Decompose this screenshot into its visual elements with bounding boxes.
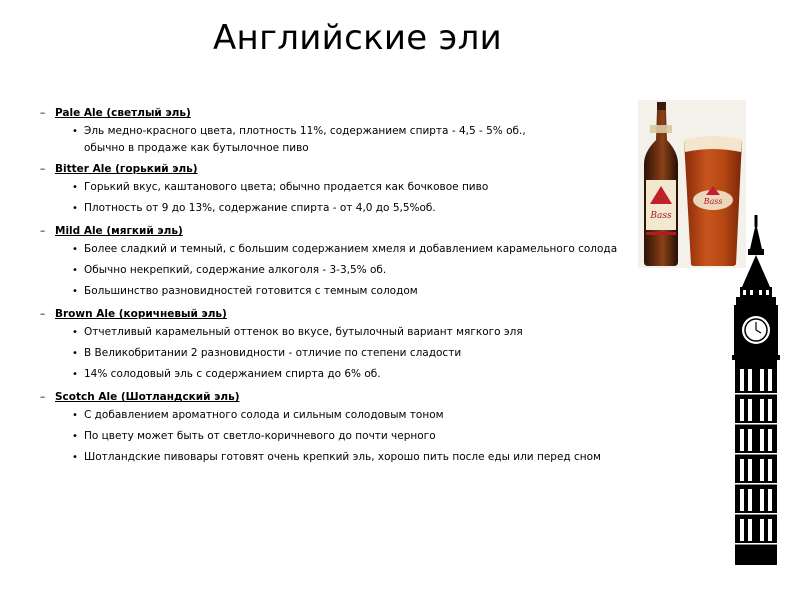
ale-list (38, 103, 638, 470)
section-heading (38, 221, 638, 241)
section-heading (38, 159, 638, 179)
list-item (38, 283, 638, 300)
section-heading-label: Scotch Ale (Шотландский эль) (55, 391, 240, 403)
bullet-icon: • (72, 431, 78, 442)
bullet-icon: • (72, 244, 78, 255)
section-bitter-ale (38, 159, 638, 217)
list-item-text: Отчетливый карамельный оттенок во вкусе, бутылочный вариант мягкого эля (84, 326, 523, 338)
bullet-icon: • (72, 410, 78, 421)
section-pale-ale (38, 103, 638, 157)
section-heading-label: Bitter Ale (горький эль) (55, 163, 198, 175)
list-item (38, 123, 638, 157)
bullet-icon: • (72, 286, 78, 297)
bullet-icon: • (72, 369, 78, 380)
list-item-text: Горький вкус, каштанового цвета; обычно продается как бочковое пиво (84, 181, 489, 193)
list-item-text: В Великобритании 2 разновидности - отличие по степени сладости (84, 347, 462, 359)
bullet-icon: • (72, 327, 78, 338)
section-heading-label: Mild Ale (мягкий эль) (55, 225, 183, 237)
dash-marker: – (40, 391, 46, 403)
dash-marker: – (40, 308, 46, 320)
list-item-text: По цвету может быть от светло-коричневого до почти черного (84, 430, 436, 442)
big-ben-tower-image (728, 215, 784, 569)
big-ben-icon (728, 215, 784, 565)
list-item (38, 366, 638, 383)
section-heading (38, 103, 638, 123)
dash-marker: – (40, 107, 46, 119)
list-item (38, 428, 638, 445)
bullet-icon: • (72, 182, 78, 193)
bullet-icon: • (72, 126, 78, 137)
list-item-text: Плотность от 9 до 13%, содержание спирта - от 4,0 до 5,5%об. (84, 202, 436, 214)
bullet-icon: • (72, 348, 78, 359)
list-item (38, 179, 638, 196)
list-item (38, 200, 638, 217)
list-item-text: Обычно некрепкий, содержание алкоголя - 3-3,5% об. (84, 264, 387, 276)
section-heading (38, 304, 638, 324)
list-item-text: С добавлением ароматного солода и сильным солодовым тоном (84, 409, 444, 421)
bullet-icon: • (72, 265, 78, 276)
section-mild-ale (38, 221, 638, 300)
list-item (38, 345, 638, 362)
list-item (38, 324, 638, 341)
dash-marker: – (40, 163, 46, 175)
section-scotch-ale (38, 387, 638, 466)
section-brown-ale (38, 304, 638, 383)
section-heading (38, 387, 638, 407)
list-item-text: 14% солодовый эль с содержанием спирта до 6% об. (84, 368, 381, 380)
bullet-icon: • (72, 203, 78, 214)
section-heading-label: Pale Ale (светлый эль) (55, 107, 191, 119)
list-item-text-continued: обычно в продаже как бутылочное пиво (84, 142, 309, 154)
slide-title: Английские эли (213, 18, 503, 58)
section-heading-label: Brown Ale (коричневый эль) (55, 308, 227, 320)
bullet-icon: • (72, 452, 78, 463)
list-item (38, 241, 638, 258)
list-item-text: Большинство разновидностей готовится с темным солодом (84, 285, 418, 297)
list-item (38, 449, 638, 466)
list-item-text: Шотландские пивовары готовят очень крепкий эль, хорошо пить после еды или перед сном (84, 451, 601, 463)
bottle-label-text: Bass (650, 211, 672, 221)
glass-label-text: Bass (703, 197, 723, 206)
list-item (38, 262, 638, 279)
list-item-text: Эль медно-красного цвета, плотность 11%, содержанием спирта - 4,5 - 5% об., (84, 125, 526, 137)
dash-marker: – (40, 225, 46, 237)
list-item-text: Более сладкий и темный, с большим содержанием хмеля и добавлением карамельного солода (84, 243, 618, 255)
list-item (38, 407, 638, 424)
